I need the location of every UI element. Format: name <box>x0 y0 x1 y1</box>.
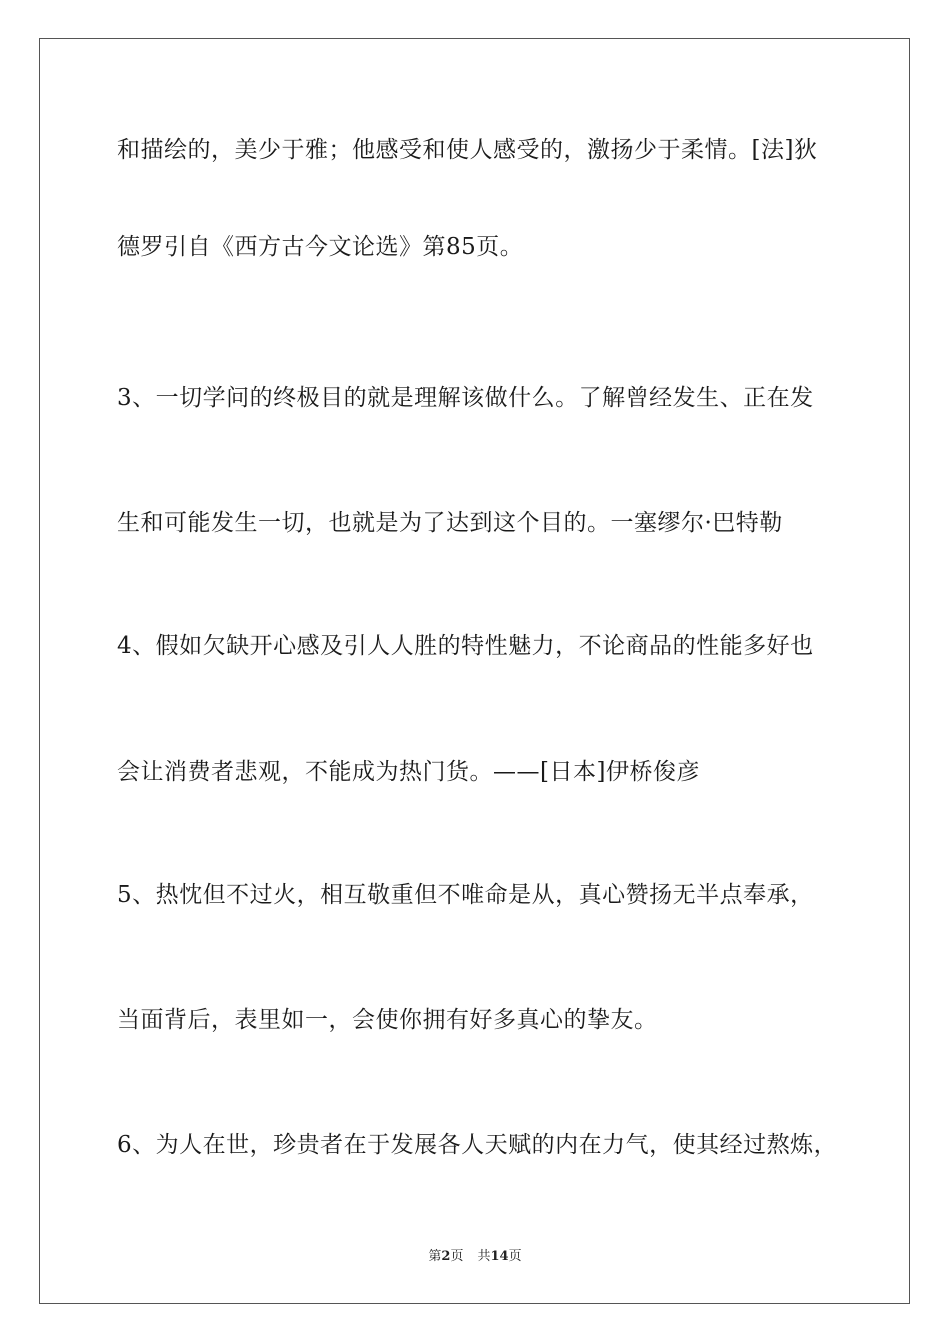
page-border <box>39 38 910 1304</box>
footer-total-pages: 14 <box>490 1249 509 1264</box>
footer-page-number: 2 <box>441 1249 451 1264</box>
text-line-1: 和描绘的，美少于雅；他感受和使人感受的，激扬少于柔情。[法]狄 <box>117 137 818 163</box>
footer-page-prefix: 第 <box>428 1249 442 1264</box>
footer-total-prefix: 共 <box>477 1249 491 1264</box>
text-line-7: 5、热忱但不过火，相互敬重但不唯命是从，真心赞扬无半点奉承， <box>117 882 814 908</box>
footer-page-suffix: 页 <box>450 1249 464 1264</box>
text-line-4: 生和可能发生一切，也就是为了达到这个目的。一塞缪尔·巴特勒 <box>117 510 783 536</box>
page-footer <box>0 1248 950 1266</box>
text-line-8: 当面背后，表里如一，会使你拥有好多真心的挚友。 <box>117 1007 658 1033</box>
text-line-9: 6、为人在世，珍贵者在于发展各人天赋的内在力气，使其经过熬炼， <box>117 1132 838 1158</box>
text-line-6: 会让消费者悲观，不能成为热门货。——[日本]伊桥俊彦 <box>117 759 700 785</box>
text-line-5: 4、假如欠缺开心感及引人人胜的特性魅力，不论商品的性能多好也 <box>117 633 814 659</box>
text-line-3: 3、一切学问的终极目的就是理解该做什么。了解曾经发生、正在发 <box>117 385 814 411</box>
text-line-2: 德罗引自《西方古今文论选》第85页。 <box>117 234 524 260</box>
footer-total-suffix: 页 <box>508 1249 522 1264</box>
